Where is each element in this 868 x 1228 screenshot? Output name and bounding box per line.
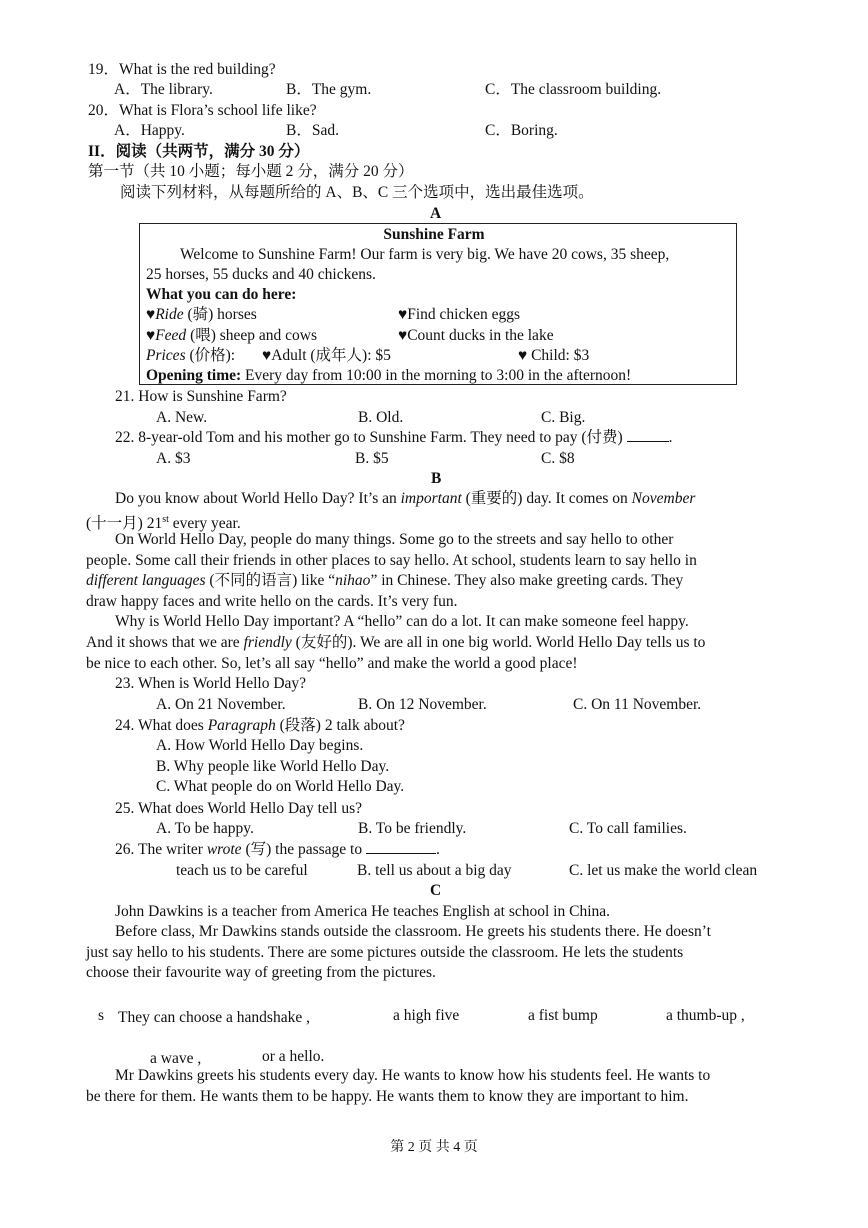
q24-option-a: A. How World Hello Day begins. — [156, 737, 364, 754]
q25-option-a: A. To be happy. — [156, 820, 254, 837]
question-21: 21. How is Sunshine Farm? — [115, 388, 287, 405]
question-23: 23. When is World Hello Day? — [115, 675, 307, 692]
answer-blank — [627, 429, 669, 442]
passage-b-p3-line2: And it shows that we are friendly (友好的). We are all in one big world. World Hello Day tells us to — [86, 634, 706, 651]
q19-option-b: B．The gym. — [286, 81, 372, 98]
prices-label: Prices (价格): — [146, 347, 236, 364]
activity-find-eggs: ♥Find chicken eggs — [398, 306, 520, 323]
q23-option-b: B. On 12 November. — [358, 696, 487, 713]
farm-title: Sunshine Farm — [383, 226, 485, 243]
q24-option-b: B. Why people like World Hello Day. — [156, 758, 390, 775]
passage-c-line1: John Dawkins is a teacher from America He teaches English at school in China. — [115, 903, 611, 920]
greeting-hello: or a hello. — [262, 1048, 325, 1065]
q20-option-a: A．Happy. — [114, 122, 185, 139]
q25-option-b: B. To be friendly. — [358, 820, 467, 837]
greeting-wave: a wave , — [150, 1050, 202, 1067]
q23-option-a: A. On 21 November. — [156, 696, 286, 713]
passage-b-p3-line1: Why is World Hello Day important? A “hello” can do a lot. It can make someone feel happy. — [115, 613, 689, 630]
activity-count-ducks: ♥Count ducks in the lake — [398, 327, 554, 344]
q21-option-a: A. New. — [156, 409, 208, 426]
farm-intro-line2: 25 horses, 55 ducks and 40 chickens. — [146, 266, 376, 283]
greeting-choices-intro: They can choose a handshake , — [118, 1009, 310, 1026]
q21-option-b: B. Old. — [358, 409, 404, 426]
question-25: 25. What does World Hello Day tell us? — [115, 800, 362, 817]
farm-intro-line1: Welcome to Sunshine Farm! Our farm is very big. We have 20 cows, 35 sheep, — [180, 246, 670, 263]
passage-b-p1-line1: Do you know about World Hello Day? It’s an important (重要的) day. It comes on November — [115, 490, 696, 507]
passage-b-p3-line3: be nice to each other. So, let’s all say “hello” and make the world a good place! — [86, 655, 578, 672]
passage-c-line3: just say hello to his students. There are some pictures outside the classroom. He lets the students — [86, 944, 684, 961]
margin-mark: s — [98, 1007, 105, 1024]
q25-option-c: C. To call families. — [569, 820, 687, 837]
farm-activities-heading: What you can do here: — [146, 286, 297, 303]
activity-ride: ♥Ride (骑) horses — [146, 306, 257, 323]
passage-c-line5: Mr Dawkins greets his students every day. He wants to know how his students feel. He wants to — [115, 1067, 711, 1084]
passage-b-p2-line1: On World Hello Day, people do many things. Some go to the streets and say hello to other — [115, 531, 674, 548]
passage-c-label: C — [430, 882, 442, 899]
instruction: 阅读下列材料，从每题所给的 A、B、C 三个选项中，选出最佳选项。 — [120, 184, 594, 201]
opening-time: Opening time: Every day from 10:00 in the morning to 3:00 in the afternoon! — [146, 367, 632, 384]
question-20: 20．What is Flora’s school life like? — [88, 102, 317, 119]
q26-option-b: B. tell us about a big day — [357, 862, 512, 879]
answer-blank — [366, 841, 436, 854]
q26-option-c: C. let us make the world clean — [569, 862, 758, 879]
greeting-fist-bump: a fist bump — [528, 1007, 598, 1024]
passage-b-p2-line4: draw happy faces and write hello on the cards. It’s very fun. — [86, 593, 458, 610]
passage-b-p2-line3: different languages (不同的语言) like “nihao” in Chinese. They also make greeting cards. They — [86, 572, 684, 589]
q22-option-b: B. $5 — [355, 450, 389, 467]
passage-a-label: A — [430, 205, 442, 222]
q19-option-a: A．The library. — [114, 81, 213, 98]
price-adult: ♥Adult (成年人): $5 — [262, 347, 391, 364]
question-19: 19．What is the red building? — [88, 61, 276, 78]
price-child: ♥ Child: $3 — [518, 347, 590, 364]
passage-b-p2-line2: people. Some call their friends in other places to say hello. At school, students learn to say hello in — [86, 552, 697, 569]
q20-option-b: B．Sad. — [286, 122, 339, 139]
q26-option-a: teach us to be careful — [176, 862, 308, 879]
section-heading: II．阅读（共两节，满分 30 分） — [88, 143, 310, 160]
passage-b-label: B — [431, 470, 442, 487]
passage-c-line4: choose their favourite way of greeting from the pictures. — [86, 964, 436, 981]
q22-option-a: A. $3 — [156, 450, 191, 467]
passage-c-line6: be there for them. He wants them to be happy. He wants them to know they are important to him. — [86, 1088, 689, 1105]
part-heading: 第一节（共 10 小题；每小题 2 分，满分 20 分） — [88, 163, 414, 180]
q24-option-c: C. What people do on World Hello Day. — [156, 778, 405, 795]
question-26: 26. The writer wrote (写) the passage to . — [115, 841, 440, 858]
greeting-high-five: a high five — [393, 1007, 460, 1024]
greeting-thumb-up: a thumb-up , — [666, 1007, 745, 1024]
activity-feed: ♥Feed (喂) sheep and cows — [146, 327, 318, 344]
passage-b-p1-line2: (十一月) 21st every year. — [86, 514, 241, 533]
q19-option-c: C．The classroom building. — [485, 81, 662, 98]
q20-option-c: C．Boring. — [485, 122, 558, 139]
question-22: 22. 8-year-old Tom and his mother go to Sunshine Farm. They need to pay (付费) . — [115, 429, 673, 446]
question-24: 24. What does Paragraph (段落) 2 talk about? — [115, 717, 405, 734]
q21-option-c: C. Big. — [541, 409, 586, 426]
q23-option-c: C. On 11 November. — [573, 696, 702, 713]
passage-c-line2: Before class, Mr Dawkins stands outside the classroom. He greets his students there. He doesn’t — [115, 923, 711, 940]
q22-option-c: C. $8 — [541, 450, 575, 467]
page-number: 第 2 页 共 4 页 — [390, 1140, 478, 1155]
